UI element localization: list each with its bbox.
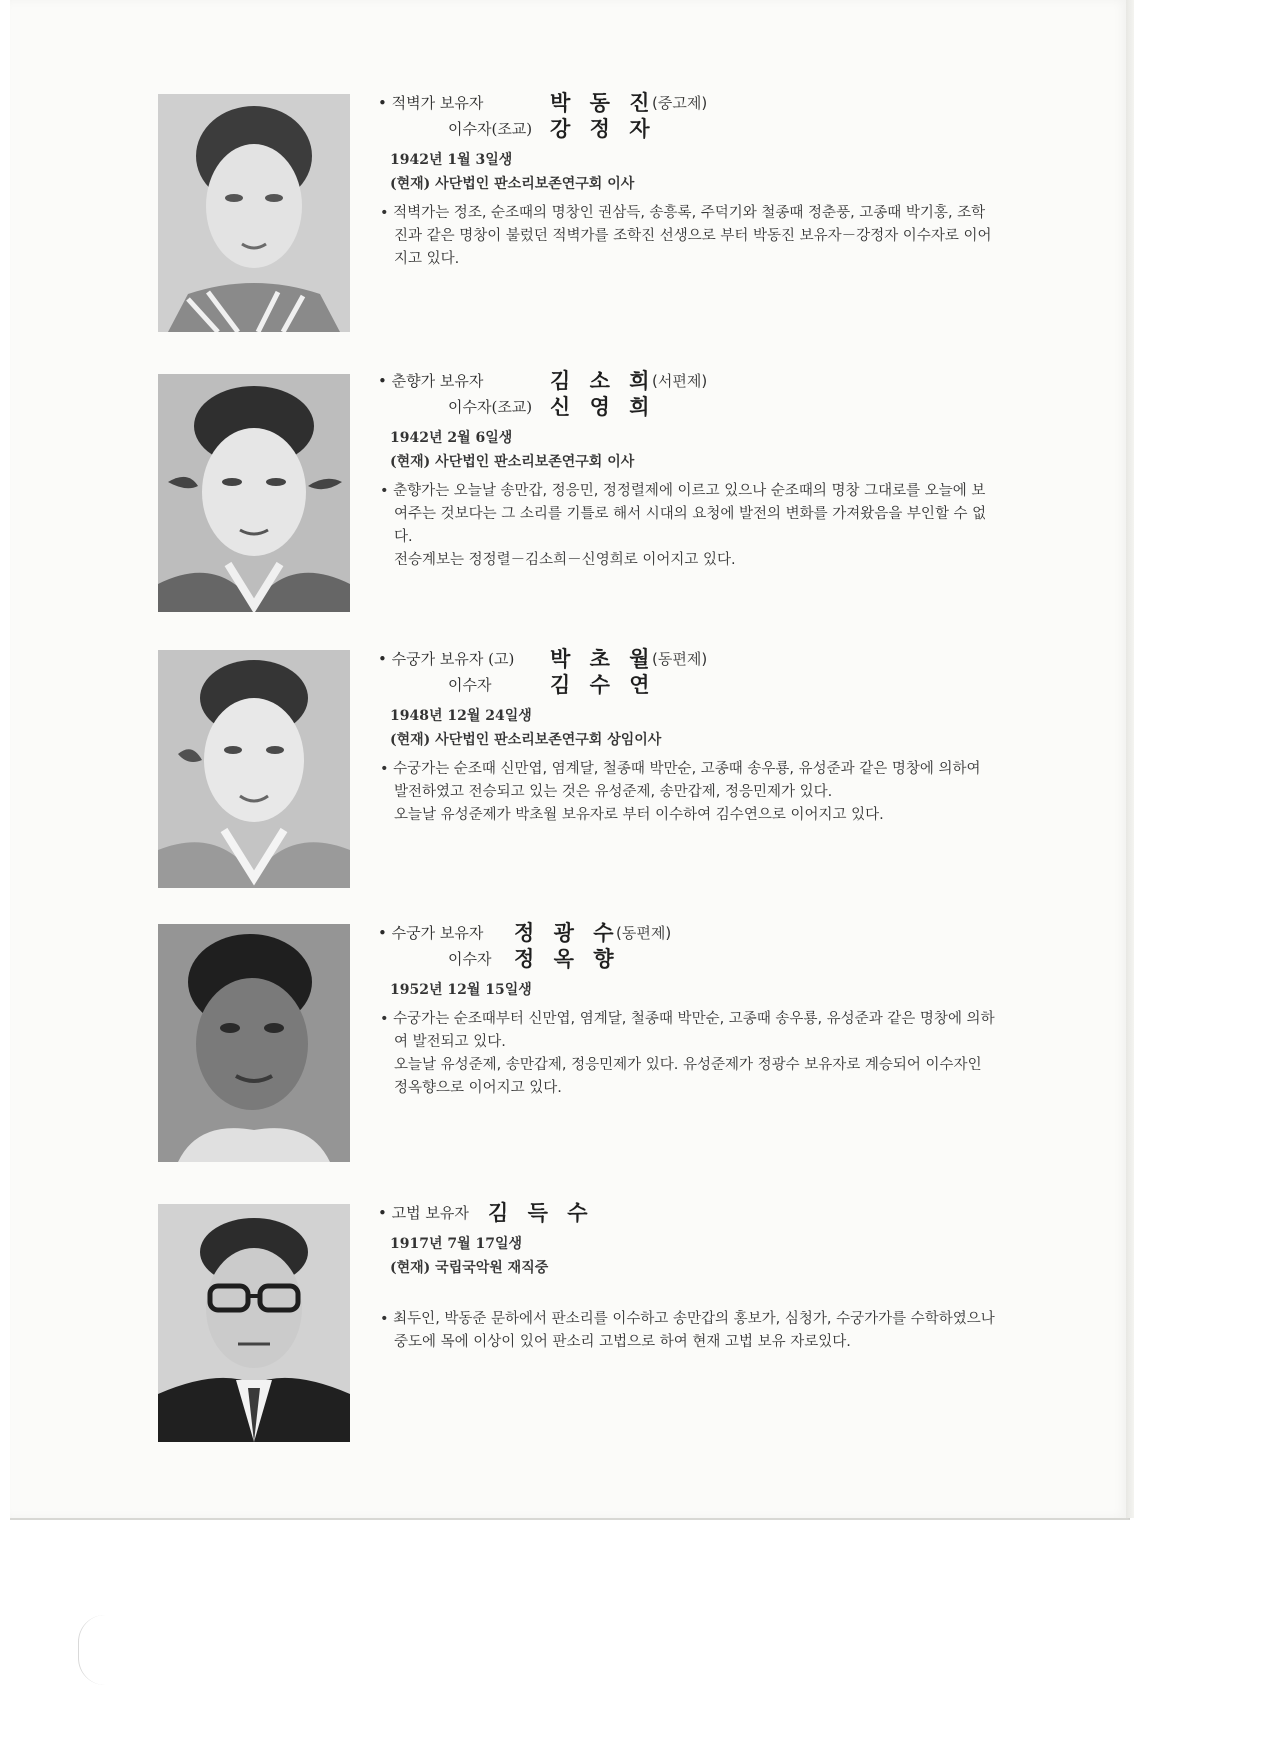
genre-label: 고법 <box>391 1204 421 1222</box>
meta-block <box>378 704 998 752</box>
birth-date: 1942년 2월 6일생 <box>390 430 513 446</box>
portrait-photo-5 <box>158 1204 350 1442</box>
holder-line: • 수궁가 보유자 정 광 수 (동편제) <box>378 921 672 945</box>
holder-line: • 춘향가 보유자 김 소 희 (서편제) <box>378 369 708 393</box>
description: • 최두인, 박동준 문하에서 판소리를 이수하고 송만갑의 홍보가, 심청가, 수궁가가를 수학하였으나 중도에 목에 이상이 있어 판소리 고법으로 하여 현재 고법 보유 자로있다. <box>380 1311 995 1350</box>
entry-info-3 <box>378 646 998 827</box>
portrait-photo-2 <box>158 374 350 612</box>
entry-info-2 <box>378 368 998 572</box>
successor-line <box>378 946 998 972</box>
current-position: (현재) 사단법인 판소리보존연구회 이사 <box>390 454 635 470</box>
document-page <box>10 0 1130 1520</box>
holder-name: 박 동 진 <box>550 91 656 115</box>
description: • 수궁가는 순조때 신만엽, 염계달, 철종때 박만순, 고종때 송우룡, 유성준과 같은 명창에 의하여 발전하였고 전승되고 있는 것은 유성준제, 송만갑제, 정응민제가 있다. 오늘날 유성준제가 박초월 보유자로 부터 이수하여 김수연으로 이어지고 있다. <box>380 761 981 823</box>
successor-label: 이수자(조교) <box>448 398 533 416</box>
birth-date: 1948년 12월 24일생 <box>390 708 532 724</box>
entry-info-1 <box>378 90 998 271</box>
description-text: 적벽가는 정조, 순조때의 명창인 권삼득, 송흥록, 주덕기와 철종때 정춘풍, 고종때 박기홍, 조학진과 같은 명창이 불렀던 적벽가를 조학진 선생으로 부터 박동진 보유자－강정자 이수자로 이어지고 있다. <box>393 205 992 267</box>
portrait-3-icon <box>158 650 350 888</box>
description-text: 수궁가는 순조때부터 신만엽, 염계달, 철종때 박만순, 고종때 송우룡, 유성준과 같은 명창에 의하여 발전되고 있다. <box>393 1011 995 1050</box>
birth-date: 1942년 1월 3일생 <box>390 152 513 168</box>
scan-artifact <box>78 1615 105 1685</box>
portrait-photo-1 <box>158 94 350 332</box>
meta-block <box>378 1232 998 1280</box>
holder-label: 보유자 <box>439 924 484 942</box>
current-position: (현재) 사단법인 판소리보존연구회 이사 <box>390 176 635 192</box>
holder-line: • 적벽가 보유자 박 동 진 (중고제) <box>378 91 708 115</box>
genre-label: 수궁가 <box>391 650 436 668</box>
current-position: (현재) 국립국악원 재직중 <box>390 1260 549 1276</box>
meta-block <box>378 426 998 474</box>
meta-block <box>378 148 998 196</box>
holder-line: • 수궁가 보유자 (고) 박 초 월 (동편제) <box>378 647 708 671</box>
successor-line <box>378 116 998 142</box>
birth-date: 1917년 7월 17일생 <box>390 1236 523 1252</box>
birth-date: 1952년 12월 15일생 <box>390 982 532 998</box>
school-label: (서편제) <box>652 372 708 390</box>
school-label: (동편제) <box>616 924 672 942</box>
holder-name: 정 광 수 <box>514 921 620 945</box>
description-text: 최두인, 박동준 문하에서 판소리를 이수하고 송만갑의 홍보가, 심청가, 수궁가가를 수학하였으나 중도에 목에 이상이 있어 판소리 고법으로 하여 현재 고법 보유 자로있다. <box>393 1311 995 1350</box>
portrait-4-icon <box>158 924 350 1162</box>
successor-label: 이수자(조교) <box>448 120 533 138</box>
portrait-photo-4 <box>158 924 350 1162</box>
holder-name: 김 득 수 <box>488 1201 594 1225</box>
description-text: 오늘날 유성준제가 박초월 보유자로 부터 이수하여 김수연으로 이어지고 있다. <box>394 807 884 823</box>
description-text: 오늘날 유성준제, 송만갑제, 정응민제가 있다. 유성준제가 정광수 보유자로 계승되어 이수자인 정옥향으로 이어지고 있다. <box>394 1057 982 1096</box>
portrait-5-icon <box>158 1204 350 1442</box>
successor-label: 이수자 <box>448 676 492 694</box>
holder-line: • 고법 보유자 김 득 수 <box>378 1201 594 1225</box>
page-edge <box>1126 0 1134 1518</box>
description-text: 수궁가는 순조때 신만엽, 염계달, 철종때 박만순, 고종때 송우룡, 유성준과 같은 명창에 의하여 발전하였고 전승되고 있는 것은 유성준제, 송만갑제, 정응민제가 있다. <box>393 761 981 800</box>
successor-name: 정 옥 향 <box>514 947 620 971</box>
successor-name: 신 영 희 <box>550 395 656 419</box>
description-text: 춘향가는 오늘날 송만갑, 정응민, 정정렬제에 이르고 있으나 순조때의 명창 그대로를 오늘에 보여주는 것보다는 그 소리를 기틀로 해서 시대의 요청에 발전의 변화를 가져왔음을 부인할 수 없다. <box>393 483 987 545</box>
meta-block <box>378 978 998 1002</box>
description: • 춘향가는 오늘날 송만갑, 정응민, 정정렬제에 이르고 있으나 순조때의 명창 그대로를 오늘에 보여주는 것보다는 그 소리를 기틀로 해서 시대의 요청에 발전의 변화를 가져왔음을 부인할 수 없다. 전승계보는 정정렬－김소희－신영희로 이어지고 있다. <box>380 483 987 568</box>
holder-name: 박 초 월 <box>550 647 656 671</box>
holder-label: 보유자 <box>439 94 484 112</box>
description-text: 전승계보는 정정렬－김소희－신영희로 이어지고 있다. <box>394 552 736 568</box>
successor-line <box>378 672 998 698</box>
entry-info-5 <box>378 1200 998 1354</box>
successor-label: 이수자 <box>448 950 492 968</box>
successor-name: 강 정 자 <box>550 117 656 141</box>
genre-label: 적벽가 <box>391 94 436 112</box>
portrait-1-icon <box>158 94 350 332</box>
entry-info-4 <box>378 920 998 1100</box>
description: • 수궁가는 순조때부터 신만엽, 염계달, 철종때 박만순, 고종때 송우룡, 유성준과 같은 명창에 의하여 발전되고 있다. 오늘날 유성준제, 송만갑제, 정응민제가 있다. 유성준제가 정광수 보유자로 계승되어 이수자인 정옥향으로 이어지고 있다. <box>380 1011 995 1096</box>
school-label: (동편제) <box>652 650 708 668</box>
current-position: (현재) 사단법인 판소리보존연구회 상임이사 <box>390 732 662 748</box>
successor-name: 김 수 연 <box>550 673 656 697</box>
portrait-2-icon <box>158 374 350 612</box>
holder-label: 보유자 (고) <box>439 650 515 668</box>
description: • 적벽가는 정조, 순조때의 명창인 권삼득, 송흥록, 주덕기와 철종때 정춘풍, 고종때 박기홍, 조학진과 같은 명창이 불렀던 적벽가를 조학진 선생으로 부터 박동진 보유자－강정자 이수자로 이어지고 있다. <box>380 205 992 267</box>
successor-line <box>378 394 998 420</box>
genre-label: 춘향가 <box>391 372 436 390</box>
portrait-photo-3 <box>158 650 350 888</box>
holder-name: 김 소 희 <box>550 369 656 393</box>
holder-label: 보유자 <box>439 372 484 390</box>
genre-label: 수궁가 <box>391 924 436 942</box>
holder-label: 보유자 <box>425 1204 469 1222</box>
school-label: (중고제) <box>652 94 708 112</box>
